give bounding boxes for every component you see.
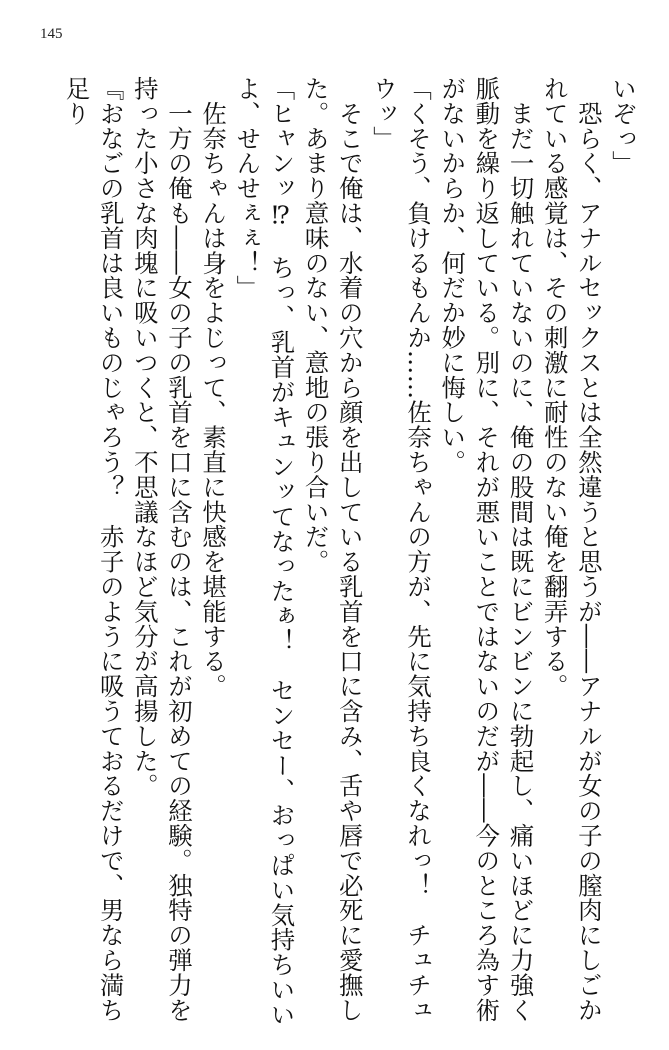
paragraph: 一方の俺も――女の子の乳首を口に含むのは、これが初めての経験。独特の弾力を持った小さな肉塊に吸いつくと、不思議なほど気分が高揚した。	[129, 76, 193, 1023]
paragraph: そこで俺は、水着の穴から顔を出している乳首を口に含み、舌や唇で必死に愛撫した。あまり意味のない、意地の張り合いだ。	[300, 76, 364, 1023]
paragraph: 「くそう、負けるもんか……佐奈ちゃんの方が、先に気持ち良くなれっ！ チュチュウッ」	[368, 76, 433, 1023]
paragraph: いぞっ」	[608, 76, 637, 176]
paragraph: まだ一切触れていないのに、俺の股間は既にビンビンに勃起し、痛いほどに力強く脈動を繰り返している。別に、それが悪いことではないのだが――今のところ為す術がないからか、何だか妙に悔しい。	[437, 76, 535, 1023]
paragraph: 『おなごの乳首は良いものじゃろう？ 赤子のように吸うておるだけで、男なら満ち足り	[61, 76, 125, 1023]
body-text	[58, 76, 639, 1036]
paragraph: 佐奈ちゃんは身をよじって、素直に快感を堪能する。	[198, 76, 228, 699]
paragraph: 恐らく、アナルセックスとは全然違うと思うが――アナルが女の子の膣肉にしごかれている感覚は、その刺激に耐性のない俺を翻弄する。	[539, 76, 603, 1023]
paragraph: 「ヒャンッ⁉ ちっ、乳首がキュンッてなったぁ！ センセー、おっぱい気持ちいいよ、せんせぇぇ！」	[232, 76, 296, 1027]
page-number: 145	[40, 26, 63, 42]
